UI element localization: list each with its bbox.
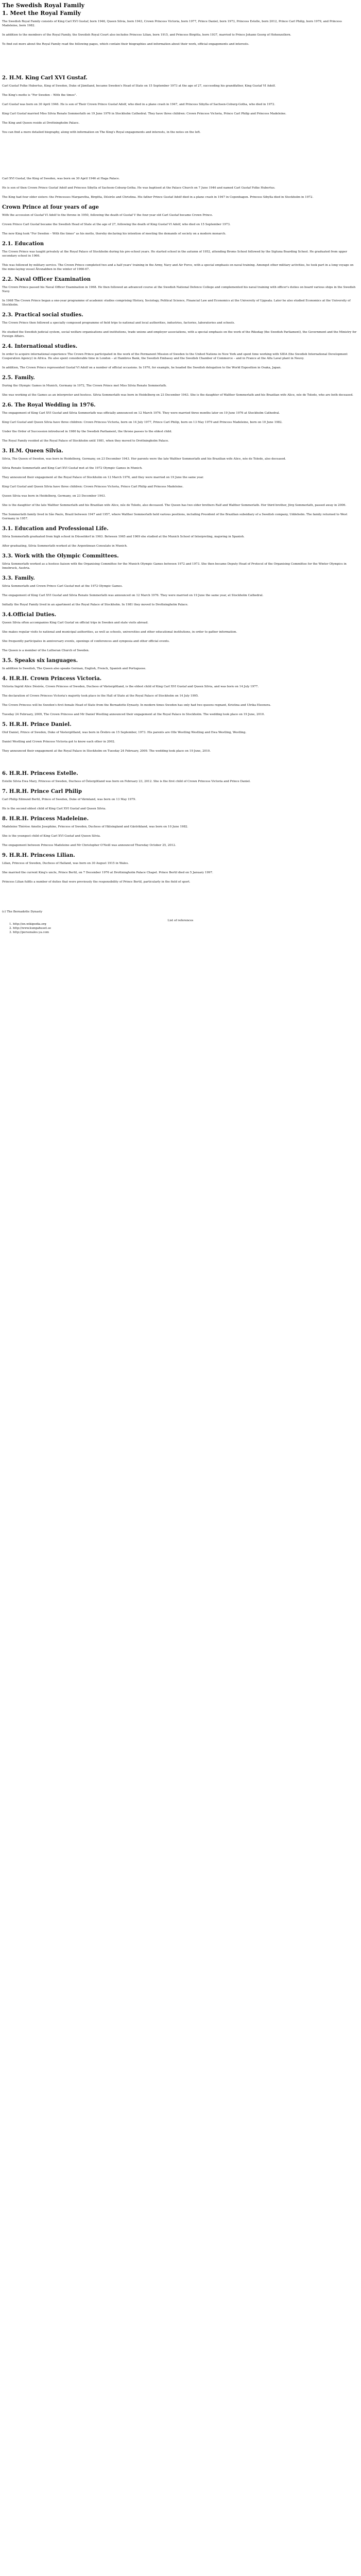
references-heading: List of references — [167, 919, 194, 922]
reference-item: 1. http://en.wikipedia.org — [9, 923, 46, 926]
paragraph: They announced their engagement at the Royal Palace in Stockholm on Tuesday 24 February, 2009. The wedding took place on 19 June, 2010. — [2, 750, 211, 753]
paragraph: The engagement between Princess Madeleine and Mr Christopher O'Neill was announced Thursday October 25, 2012. — [2, 844, 176, 847]
paragraph: Madeleine Thérèse Amelie Josephine, Princess of Sweden, Duchess of Hälsingland and Gästrikland, was born on 10 June 1982. — [2, 825, 188, 828]
paragraph: The Crown Princess will be Sweden's first female Head of State from the Bernadotte Dynasty. In modern times Sweden has only had two queens regnant, Kristina and Ulrika Eleonora. — [2, 704, 271, 707]
subheading: 2.6. The Royal Wedding in 1976. — [2, 402, 96, 408]
paragraph: The Crown Prince passed his Naval Officer Examination in 1968. He then followed an advanced course at the Swedish National Defence College and complemented his naval training with officer's duties on board various ships in the Swedish Navy. — [2, 286, 356, 293]
paragraph: He studied the Swedish judicial system, social welfare organisations and institutions, trade unions and employer associations, with a special emphasis on the work of the Riksdag (the Swedish Parliament), the Government and the Ministry for Foreign Affairs. — [2, 331, 357, 338]
paragraph: Olof Daniel, Prince of Sweden, Duke of Västergötland, was born in Örebro on 15 September, 1973. His parents are Olle Westling Westling and Ewa Westling, Westling. — [2, 731, 247, 734]
paragraph: Silvia Sommerlath and Crown Prince Carl Gustaf met at the 1972 Olympic Games. — [2, 585, 123, 588]
paragraph: Carl Gustaf was born on 30 April 1946. He is son of Their Crown Prince Gustaf Adolf, who died in a plane crash in 1947, and Princess Sibylla of Sachsen-Coburg-Gotha, who died in 1972. — [2, 103, 276, 106]
section-heading-5: 5. H.R.H. Prince Daniel. — [2, 722, 72, 727]
section-heading-6: 6. H.R.H. Princess Estelle. — [2, 771, 78, 776]
paragraph: Under the Order of Succession introduced in 1980 by the Swedish Parliament, the throne passes to the eldest child. — [2, 430, 173, 433]
paragraph: King Carl Gustaf and Queen Silvia have three children: Crown Princess Victoria, born on 14 July 1977, Prince Carl Philip, born on 13 May 1979 and Princess Madeleine, born on 10 June 1982. — [2, 421, 283, 424]
subheading: 3.5. Speaks six languages. — [2, 658, 78, 664]
paragraph: The King and Queen reside at Drottningholm Palace. — [2, 122, 80, 125]
paragraph: She is the daughter of the late Walther Sommerlath and his Brazilian wife Alice, née de Toledo, also deceased. The Queen has two older brothers Ralf and Walther Sommerlath. Her third brother, Jörg Sommerlath, passed away in 2006. — [2, 504, 347, 507]
subheading: 2.1. Education — [2, 241, 44, 247]
paragraph: Carl Philip Edmund Bertil, Prince of Sweden, Duke of Värmland, was born on 13 May 1979. — [2, 798, 136, 801]
paragraph: The Crown Prince was taught privately at the Royal Palace of Stockholm during his pre-school years. He started school in the autumn of 1952, attending Broms School followed by the Sigtuna Boarding School. He graduated from upper secondary school in 1966. — [2, 250, 348, 258]
subheading: 3.4.Official Duties. — [2, 612, 57, 618]
document — [0, 0, 361, 935]
subheading: 3.1. Education and Professional Life. — [2, 526, 109, 532]
paragraph: To find out more about the Royal Family read the following pages, which contain their biographies and information about their work, official engagements and interests. — [2, 43, 249, 46]
paragraph: Queen Silvia was born in Heidelberg, Germany, on 23 December 1943. — [2, 495, 106, 498]
reference-item: 3. http://personales.ya.com — [9, 931, 49, 934]
paragraph: The Swedish Royal Family consists of King Carl XVI Gustaf, born 1946, Queen Silvia, born 1943, Crown Princess Victoria, born 1977, Prince Daniel, born 1973, Princess Estelle, born 2012, Prince Carl Philip, born 1979, and Princess Madeleine, born 1982. — [2, 20, 342, 27]
paragraph: The King's motto is "For Sweden – With the times". — [2, 94, 77, 97]
section-heading-9: 9. H.R.H. Princess Lilian. — [2, 853, 75, 858]
paragraph: Carl Gustaf Folke Hubertus, King of Sweden, Duke of Jämtland, became Sweden's Head of State on 15 September 1973 at the age of 27, succeeding his grandfather, King Gustaf VI Adolf. — [2, 84, 276, 88]
paragraph: She frequently participates in anniversary events, openings of conferences and symposia and other official events. — [2, 640, 170, 643]
subheading: 3.3. Work with the Olympic Committees. — [2, 553, 119, 559]
paragraph: The new King took "For Sweden – With the times" as his motto, thereby declaring his intention of meeting the demands of society on a modern monarch. — [2, 232, 226, 235]
paragraph: Victoria Ingrid Alice Désirée, Crown Princess of Sweden, Duchess of Västergötland, is the eldest child of King Carl XVI Gustaf and Queen Silvia, and was born on 14 July 1977. — [2, 685, 259, 688]
paragraph: In addition to the members of the Royal Family, the Swedish Royal Court also includes Princess Lilian, born 1915, and Princess Birgitta, born 1937, married to Prince Johann Georg of Hohenzollern. — [2, 33, 291, 37]
paragraph: The Queen is a member of the Lutheran Church of Sweden. — [2, 649, 90, 652]
section-heading-1: 1. Meet the Royal Family — [2, 10, 81, 16]
subheading: 2.3. Practical social studies. — [2, 312, 83, 318]
paragraph: She married the current King's uncle, Prince Bertil, on 7 December 1976 at Drottningholm Palace Chapel. Prince Bertil died on 5 January 1997. — [2, 871, 213, 874]
paragraph: She is the youngest child of King Carl XVI Gustaf and Queen Silvia. — [2, 835, 101, 838]
subheading: 2.2. Naval Officer Examination — [2, 277, 91, 282]
subheading: Crown Prince at four years of age — [2, 205, 99, 210]
section-heading-7: 7. H.R.H. Prince Carl Philip — [2, 789, 82, 794]
paragraph: He is son of then Crown Prince Gustaf Adolf and Princess Sibylla of Sachsen-Coburg-Gotha. He was baptised at the Palace Church on 7 June 1946 and named Carl Gustaf Folke Hubertus. — [2, 187, 276, 190]
reference-item: 2. http://www.kungahuset.se — [9, 927, 51, 930]
subheading: 2.5. Family. — [2, 375, 35, 381]
paragraph: During the Olympic Games in Munich, Germany in 1972, The Crown Prince met Miss Silvia Renate Sommerlath. — [2, 384, 167, 387]
paragraph: King Carl Gustaf married Miss Silvia Renate Sommerlath on 19 June 1976 in Stockholm Cathedral. They have three children: Crown Princess Victoria, Prince Carl Philip and Princess Madeleine. — [2, 112, 286, 115]
paragraph: They announced their engagement at the Royal Palace of Stockholm on 12 March 1976, and they were married on 19 June the same year. — [2, 476, 204, 479]
paragraph: With the accession of Gustaf VI Adolf to the throne in 1950, following the death of Gustaf V the four-year old Carl Gustaf became Crown Prince. — [2, 214, 213, 217]
paragraph: Tuesday 24 February, 2009, The Crown Princess and Mr Daniel Westling announced their engagement at the Royal Palace in Stockholm. The wedding took place on 19 June, 2010. — [2, 713, 265, 716]
paragraph: The Crown Prince then followed a specially composed programme of field trips to national and local authorities, industries, factories, laboratories and schools. — [2, 321, 235, 325]
paragraph: Silvia Sommerlath graduated from high school in Düsseldorf in 1963. Between 1965 and 1969 she studied at the Munich School of Interpreting, majoring in Spanish. — [2, 535, 245, 538]
section-heading-2: 2. H.M. King Carl XVI Gustaf. — [2, 75, 88, 81]
section-heading-8: 8. H.R.H. Princess Madeleine. — [2, 816, 89, 822]
paragraph: The Sommerlath family lived in São Paulo, Brazil between 1947 and 1957, where Walther Sommerlath held various positions, including President of the Brazilian subsidiary of a Swedish company, Uddeholm. The family returned to West Germany in 1957. — [2, 513, 348, 520]
paragraph: She makes regular visits to national and municipal authorities, as well as schools, universities and other educational institutions, in order to gather information. — [2, 631, 237, 634]
paragraph: You can find a more detailed biography, along with information on The King's Royal engagements and interests, in the notes on the left. — [2, 131, 201, 134]
paragraph: Carl XVI Gustaf, the King of Sweden, was born on 30 April 1946 at Haga Palace. — [2, 177, 120, 180]
paragraph: Daniel Westling and Crown Princess Victoria got to know each other in 2002. — [2, 740, 115, 743]
paragraph: In 1968 The Crown Prince began a one-year programme of academic studies comprising History, Sociology, Political Science, Financial Law and Economics at the University of Uppsala. Later he also studied Economics at the University of Stockholm. — [2, 299, 351, 307]
paragraph: In addition to Swedish, The Queen also speaks German, English, French, Spanish and Portuguese. — [2, 667, 146, 670]
paragraph: Princess Lilian fulfils a number of duties that were previously the responsibility of Prince Bertil, particularly in the field of sport. — [2, 880, 191, 884]
paragraph: The engagement of King Carl XVI Gustaf and Silvia Renate Sommerlath was announced on 12 March 1976. They were married on 19 June the same year, at Stockholm Cathedral. — [2, 594, 264, 597]
paragraph: Silvia Renate Sommerlath and King Carl XVI Gustaf met at the 1972 Olympic Games in Munich. — [2, 467, 143, 470]
paragraph: After graduating, Silvia Sommerlath worked at the Argentinean Consulate in Munich. — [2, 545, 128, 548]
paragraph: The declaration of Crown Princess Victoria's majority took place in the Hall of State at the Royal Palace of Stockholm on 14 July 1995. — [2, 694, 199, 698]
paragraph: Estelle Silvia Ewa Mary, Princess of Sweden, Duchess of Östergötland was born on February 23, 2012. She is the first child of Crown Princess Victoria and Prince Daniel. — [2, 780, 251, 783]
paragraph: In order to acquire international experience The Crown Prince participated in the work of the Permanent Mission of Sweden to the United Nations in New York and spent time working with SIDA (the Swedish International Development Cooperation Agency) in Africa. He also spent considerable time in London – at Hambros Bank, the Swedish Embassy and the Swedish Chamber of Commerce – and in France at the Alfa Laval plant in Neuvy. — [2, 353, 348, 360]
paragraph: He is the second oldest child of King Carl XVI Gustaf and Queen Silvia. — [2, 807, 106, 810]
footer-credit: (c) The Bernadotte Dynasty — [2, 910, 43, 913]
paragraph: Initially the Royal Family lived in an apartment at the Royal Palace of Stockholm. In 1981 they moved to Drottningholm Palace. — [2, 603, 188, 606]
paragraph: The King had four older sisters: the Princesses Margaretha, Birgitta, Désirée and Christina. His father Prince Gustaf Adolf died in a plane crash in 1947 in Copenhagen. Princess Sibylla died in Stockholm in 1972. — [2, 196, 314, 199]
paragraph: She was working at the Games as an interpreter and hostess. Silvia Sommerlath was born in Heidelberg on 23 December 1943. She is the daughter of Walther Sommerlath and his Brazilian wife Alice, née de Toledo, who are both deceased. — [2, 394, 353, 397]
subheading: 2.4. International studies. — [2, 344, 78, 349]
section-heading-3: 3. H.M. Queen Silvia. — [2, 448, 63, 454]
paragraph: Silvia, The Queen of Sweden, was born in Heidelberg, Germany, on 23 December 1943. Her parents were the late Walther Sommerlath and his Brazilian wife Alice, née de Toledo, also deceased. — [2, 457, 286, 461]
paragraph: In addition, The Crown Prince represented Gustaf VI Adolf on a number of official occasions. In 1970, for example, he headed the Swedish delegation to the World Exposition in Osaka, Japan. — [2, 366, 282, 369]
subheading: 3.3. Family. — [2, 575, 35, 581]
paragraph: Crown Prince Carl Gustaf became the Swedish Head of State at the age of 27, following the death of King Gustaf VI Adolf, who died on 15 September 1973. — [2, 223, 231, 226]
paragraph: The engagement of King Carl XVI Gustaf and Silvia Sommerlath was officially announced on 12 March 1976. They were married three months later on 19 June 1976 at Stockholm Cathedral. — [2, 412, 280, 415]
paragraph: King Carl Gustaf and Queen Silvia have three children: Crown Princess Victoria, Prince Carl Philip and Princess Madeleine. — [2, 485, 184, 488]
paragraph: Queen Silvia often accompanies King Carl Gustaf on official trips in Sweden and state visits abroad. — [2, 621, 148, 624]
section-heading-4: 4. H.R.H. Crown Princess Victoria. — [2, 676, 102, 682]
paragraph: This was followed by military service. The Crown Prince completed two and a half years' training in the Army, Navy and Air Force, with a special emphasis on naval training. Amongst other military activities, he took part in a long voyage on the mine-laying vessel Älvsnabben in the winter of 1966-67. — [2, 264, 354, 271]
paragraph: Silvia Sommerlath worked as a hostess liaison with the Organising Committee for the Munich Olympic Games between 1972 and 1973. She then became Deputy Head of Protocol of the Organising Committee for the Winter Olympics in Innsbruck, Austria. — [2, 563, 347, 570]
paragraph: Lilian, Princess of Sweden, Duchess of Halland, was born on 30 August 1915 in Wales. — [2, 862, 129, 865]
paragraph: The Royal Family resided at the Royal Palace of Stockholm until 1981, when they moved to Drottningholm Palace. — [2, 439, 169, 443]
document-title: The Swedish Royal Family — [2, 2, 85, 9]
